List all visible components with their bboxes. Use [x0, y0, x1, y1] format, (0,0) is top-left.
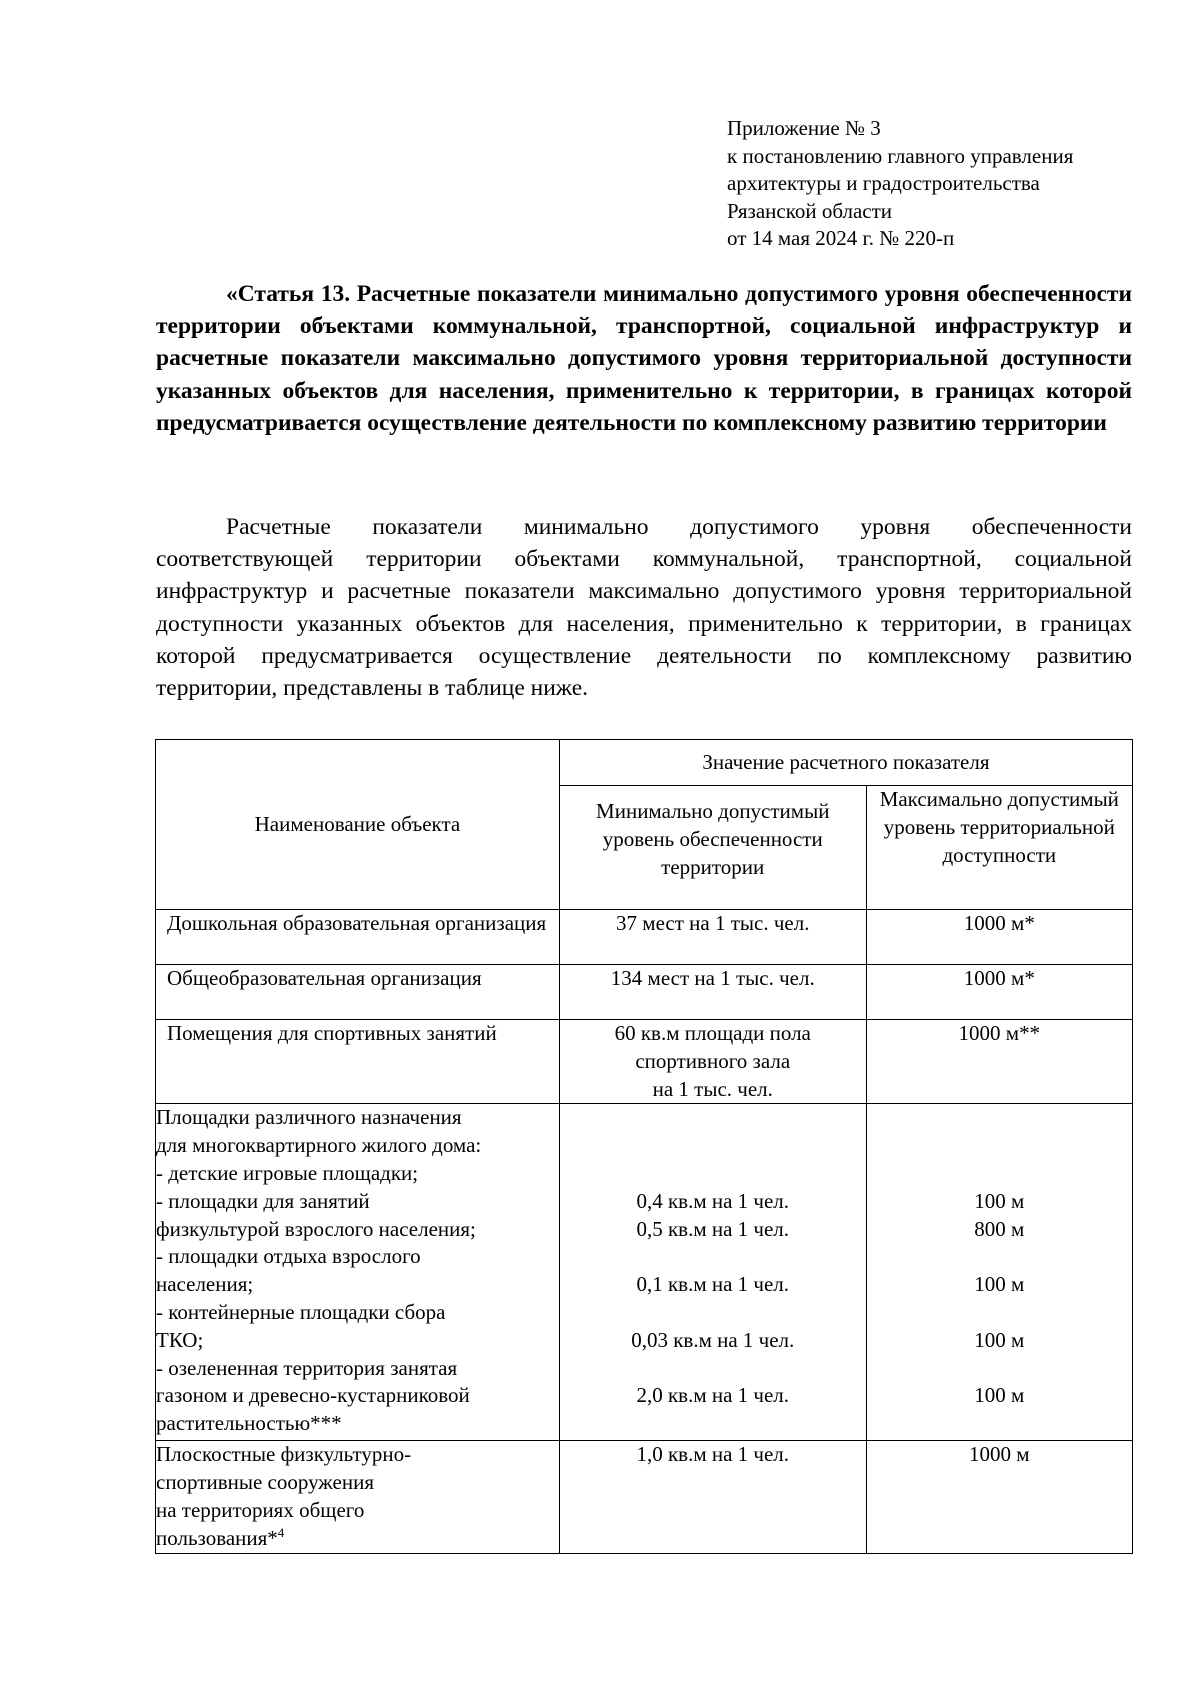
- min-value-line: 60 кв.м площади пола: [614, 1021, 811, 1045]
- object-name-line: спортивные сооружения: [156, 1470, 374, 1495]
- max-value-cell: [866, 1104, 1132, 1441]
- min-value-line: 0,03 кв.м на 1 чел.: [631, 1327, 795, 1352]
- indicators-table: [155, 739, 1133, 1554]
- table-row: [156, 1020, 1133, 1104]
- max-value-cell: 1000 м*: [866, 965, 1132, 1020]
- column-header-min-level: Минимально допустимый уровень обеспеченности территории: [559, 786, 866, 910]
- min-value-cell: [559, 1020, 866, 1104]
- min-value-cell: [559, 1104, 866, 1441]
- max-value-cell: 1000 м: [866, 1441, 1132, 1553]
- max-value-cell: 1000 м**: [866, 1020, 1132, 1104]
- article-body: Расчетные показатели минимально допустимого уровня обеспеченности соответствующей территории объектами коммунальной, транспортной, социальной инфраструктур и расчетные показатели максимально допустимого уровня территориальной доступности указанных объектов для населения, применительно к территории, в границах которой предусматривается осуществление деятельности по комплексному развитию территории, представлены в таблице ниже.: [156, 514, 1132, 702]
- playground-item-name: газоном и древесно-кустарниковой: [156, 1383, 470, 1408]
- playground-item-name: - площадки отдыха взрослого: [156, 1244, 421, 1269]
- max-value-cell: 1000 м*: [866, 910, 1132, 965]
- min-value-cell: 134 мест на 1 тыс. чел.: [559, 965, 866, 1020]
- appendix-reference-line: Рязанской области: [727, 198, 893, 223]
- playground-item-name: - контейнерные площадки сбора: [156, 1299, 446, 1324]
- min-value-line: на 1 тыс. чел.: [652, 1076, 773, 1101]
- min-value-cell: 37 мест на 1 тыс. чел.: [559, 910, 866, 965]
- column-header-max-access: Максимально допустимый уровень территориальной доступности: [866, 786, 1132, 910]
- playground-item-name: - озелененная территория занятая: [156, 1355, 458, 1380]
- appendix-reference-line: к постановлению главного управления: [727, 143, 1074, 168]
- playground-item-name: - площадки для занятий: [156, 1188, 370, 1213]
- max-value-line: 800 м: [974, 1216, 1025, 1241]
- appendix-number: Приложение № 3: [727, 116, 881, 140]
- table-row: [156, 1441, 1133, 1553]
- table-row: [156, 910, 1133, 965]
- object-name-line: для многоквартирного жилого дома:: [156, 1133, 482, 1158]
- min-value-line: 2,0 кв.м на 1 чел.: [636, 1383, 790, 1408]
- min-value-line: 0,4 кв.м на 1 чел.: [636, 1188, 790, 1213]
- playground-item-name: - детские игровые площадки;: [156, 1160, 419, 1185]
- object-name-text: пользования*: [156, 1525, 278, 1550]
- table-row: [156, 965, 1133, 1020]
- max-value-line: 100 м: [974, 1188, 1025, 1213]
- max-value-line: 100 м: [974, 1272, 1025, 1297]
- appendix-reference-line: архитектуры и градостроительства: [727, 171, 1040, 195]
- footnote-marker: 4: [277, 1524, 285, 1540]
- object-name-cell: Дошкольная образовательная организация: [156, 910, 560, 965]
- object-name-cell: [156, 1104, 560, 1441]
- min-value-line: 0,5 кв.м на 1 чел.: [636, 1216, 790, 1241]
- table-row: [156, 1104, 1133, 1441]
- article-title: «Статья 13. Расчетные показатели минимально допустимого уровня обеспеченности территории объектами коммунальной, транспортной, социальной инфраструктур и расчетные показатели максимально допустимого уровня территориальной доступности указанных объектов для населения, применительно к территории, в границах которой предусматривается осуществление деятельности по комплексному развитию территории: [156, 281, 1132, 436]
- object-name-cell: Помещения для спортивных занятий: [156, 1020, 560, 1104]
- min-value-cell: 1,0 кв.м на 1 чел.: [559, 1441, 866, 1553]
- column-header-group: Значение расчетного показателя: [559, 740, 1132, 786]
- min-value-line: 0,1 кв.м на 1 чел.: [636, 1272, 790, 1297]
- playground-item-name: населения;: [156, 1272, 254, 1297]
- max-value-line: 100 м: [974, 1327, 1025, 1352]
- playground-item-name: физкультурой взрослого населения;: [156, 1216, 476, 1241]
- appendix-stamp: [727, 115, 1167, 253]
- max-value-line: 100 м: [974, 1383, 1025, 1408]
- playground-item-name: ТКО;: [156, 1327, 204, 1352]
- playground-item-name: растительностью***: [156, 1411, 342, 1436]
- object-name-line: Площадки различного назначения: [156, 1105, 462, 1130]
- object-name-cell: Общеобразовательная организация: [156, 965, 560, 1020]
- object-name-line: [156, 1525, 559, 1553]
- min-value-line: спортивного зала: [635, 1048, 791, 1073]
- object-name-cell: [156, 1441, 560, 1553]
- object-name-line: Плоскостные физкультурно-: [156, 1442, 412, 1467]
- appendix-date-number: от 14 мая 2024 г. № 220-п: [727, 226, 955, 250]
- table-header-row: [156, 740, 1133, 786]
- column-header-object-name: Наименование объекта: [156, 740, 560, 910]
- object-name-line: на территориях общего: [156, 1497, 365, 1522]
